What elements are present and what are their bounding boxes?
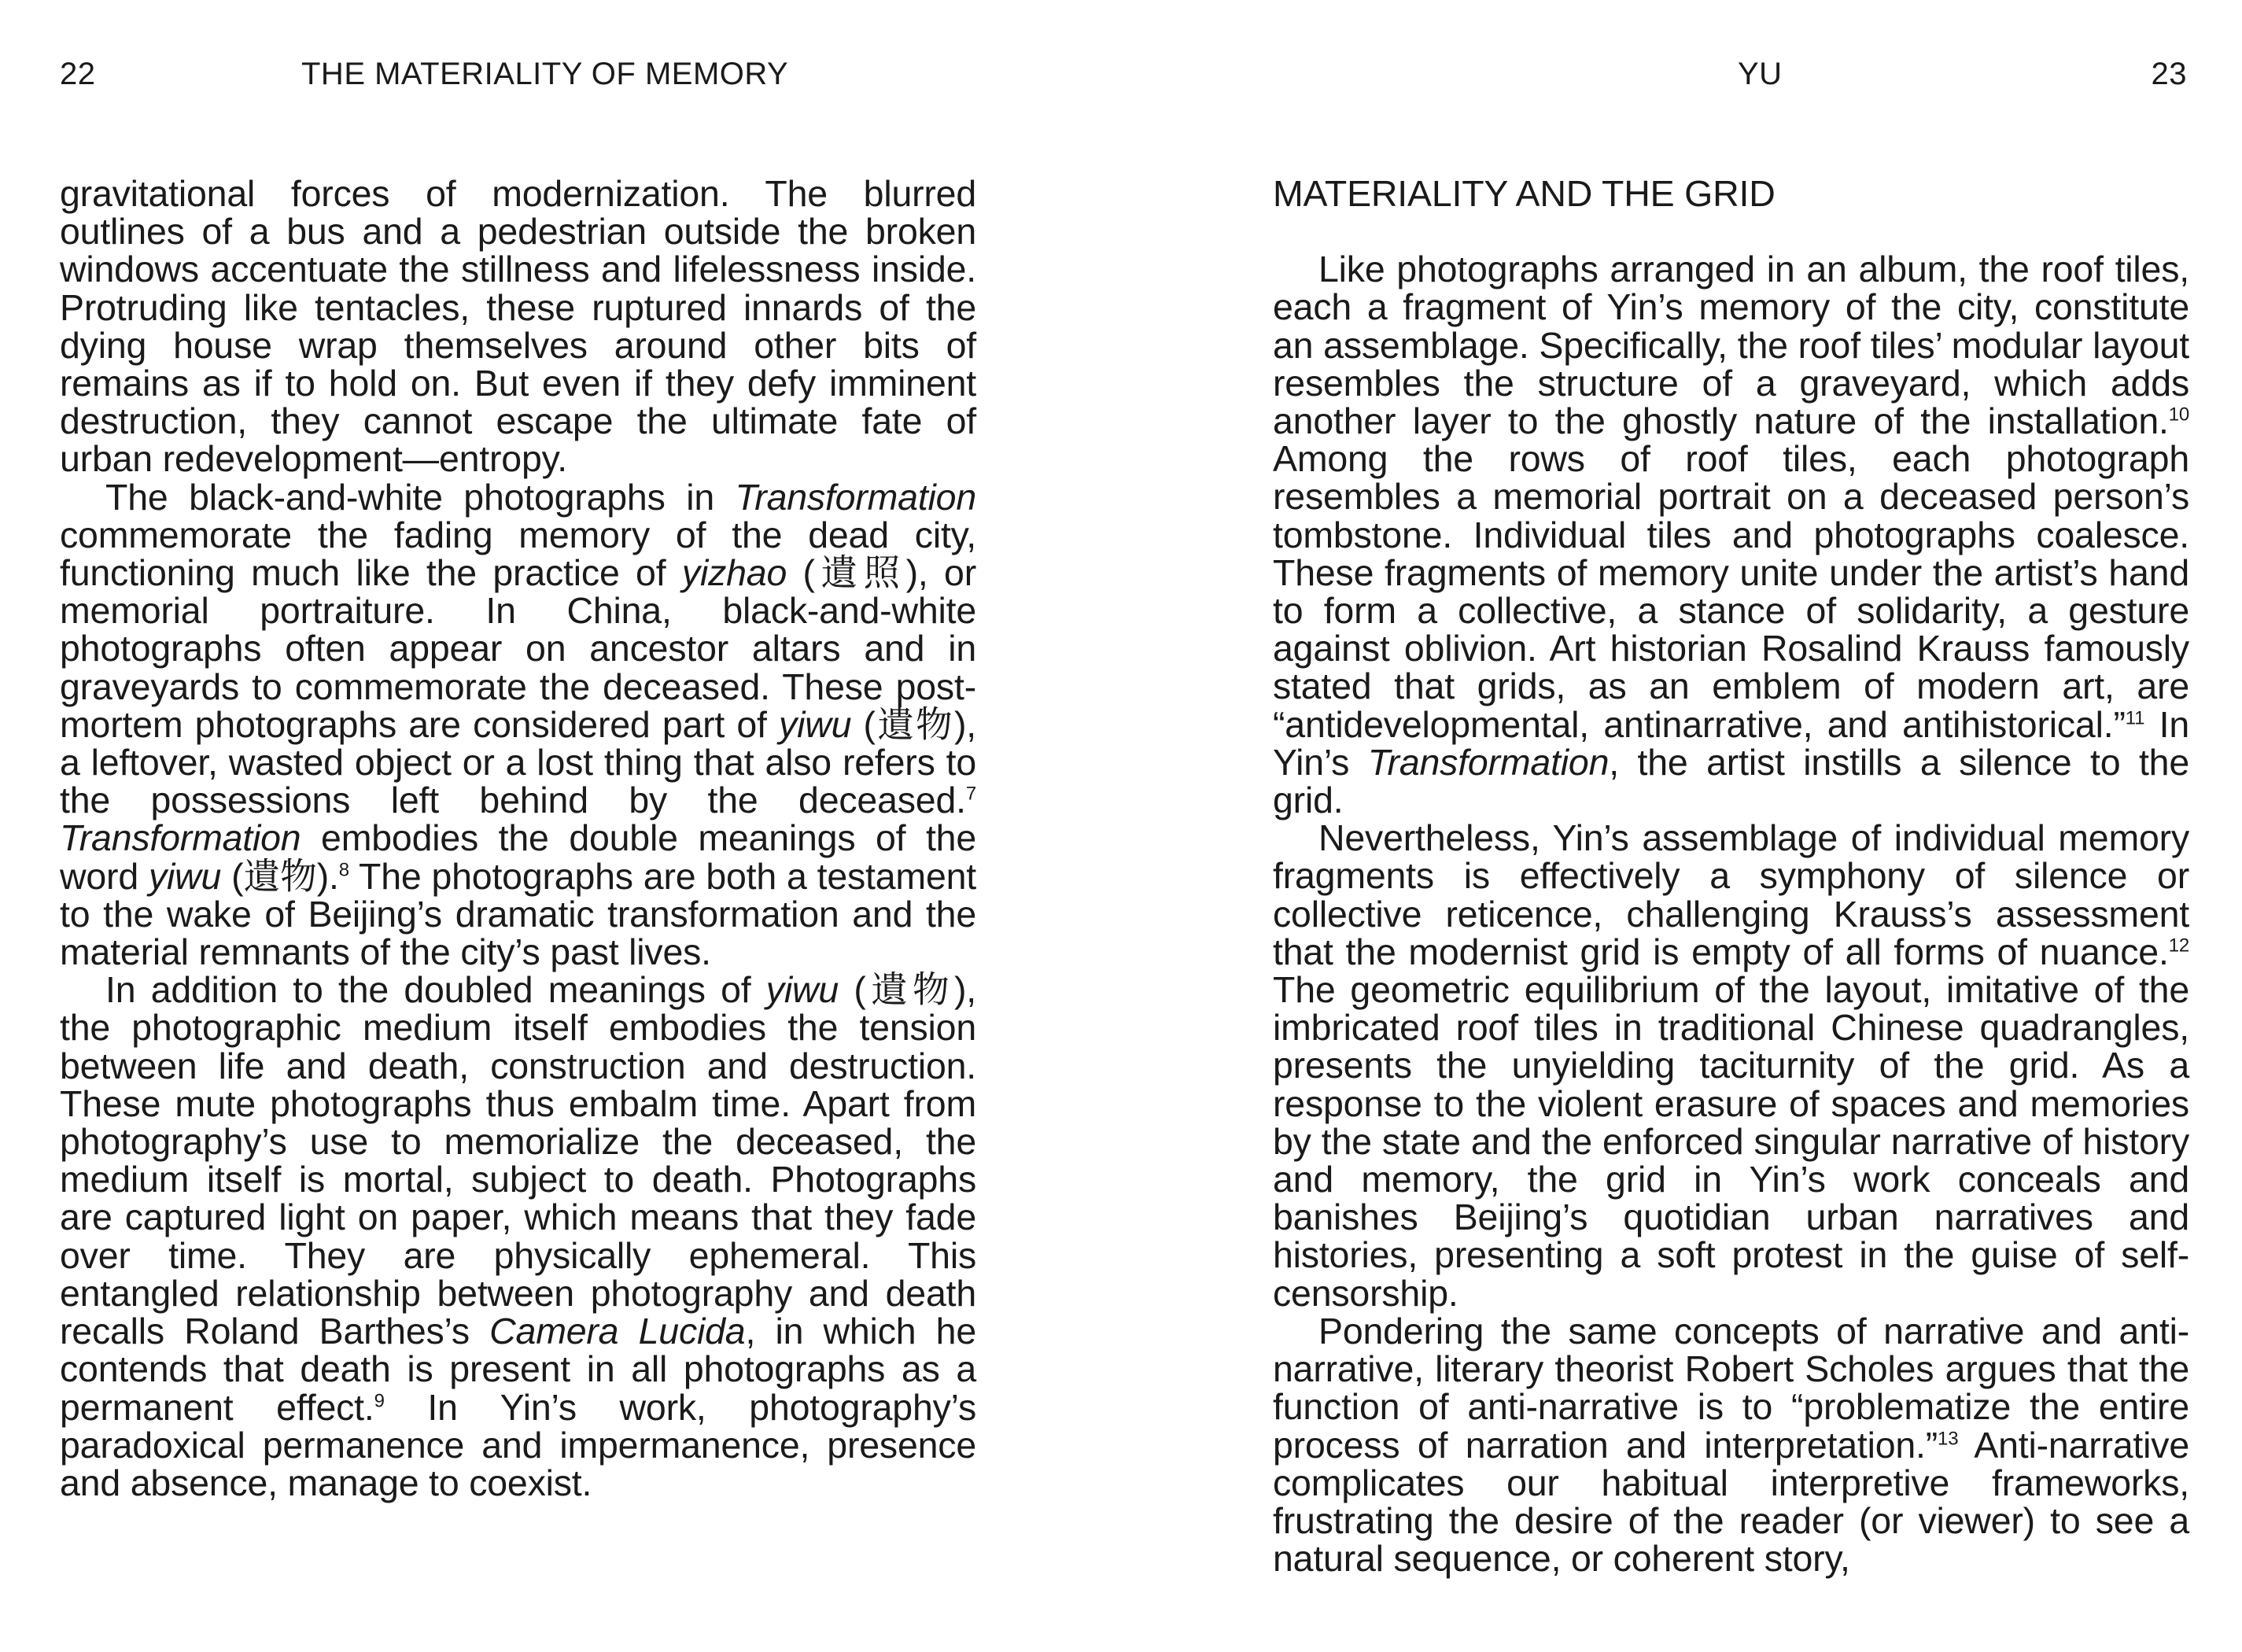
text-segment: commemorate the fading memory of the dead city, functioning much like the practice of xyxy=(60,514,976,594)
text-segment: Among the rows of roof tiles, each photograph resembles a memorial portrait on a deceased person’s tombstone. Individual tiles and photographs coalesce. These fragments of memory unite under the artist’s hand to form a collective, a stance of solidarity, a gesture against oblivion. Art historian Rosalind Krauss famously stated that grids, as an emblem of modern art, are “antidevelopmental, antinarrative, and antihistorical.” xyxy=(1273,438,2189,745)
paragraph xyxy=(1273,819,2189,1312)
paragraph xyxy=(60,478,976,972)
body-text xyxy=(1273,173,2189,1580)
text-segment: In Yin’s work, photography’s paradoxical permanence and impermanence, presence and absence, manage to coexist. xyxy=(60,1386,976,1503)
text-segment: The geometric equilibrium of the layout, imitative of the imbricated roof tiles in traditional Chinese quadrangles, presents the unyielding taciturnity of the grid. As a response to the violent erasure of spaces and memories by the state and the enforced singular narrative of history and memory, the grid in Yin’s work conceals and banishes Beijing’s quotidian urban narratives and histories, presenting a soft protest in the guise of self-censorship. xyxy=(1273,969,2189,1314)
body-text xyxy=(60,175,976,1502)
italic-text: yiwu xyxy=(779,703,852,745)
page-number: 22 xyxy=(60,57,96,91)
text-segment: (遺物), a leftover, wasted object or a lost thing that also refers to the possessions left behind by the deceased. xyxy=(60,703,976,821)
text-segment: (遺物). xyxy=(221,855,339,897)
footnote-reference: 12 xyxy=(2168,935,2189,957)
page-number: 23 xyxy=(2151,57,2187,91)
running-title: YU xyxy=(1738,57,1783,91)
footnote-reference: 11 xyxy=(2125,707,2145,729)
text-segment: Nevertheless, Yin’s assemblage of individual memory fragments is effectively a symphony of silence or collective reticence, challenging Krauss’s assessment that the modernist grid is empty of all forms of nuance. xyxy=(1273,817,2189,972)
section-heading: MATERIALITY AND THE GRID xyxy=(1273,173,1776,214)
text-segment: Like photographs arranged in an album, the roof tiles, each a fragment of Yin’s memory of the city, constitute an assemblage. Specifically, the roof tiles’ modular layout resembles the structure of a graveyard, which adds another layer to the ghostly nature of the installation. xyxy=(1273,249,2189,442)
footnote-reference: 7 xyxy=(965,783,976,805)
text-segment: Pondering the same concepts of narrative and anti-narrative, literary theorist Robert Scholes argues that the function of anti-narrative is to “problematize the entire process of narration and interpretation.” xyxy=(1273,1310,2189,1466)
italic-text: Camera Lucida xyxy=(489,1311,746,1352)
running-title: THE MATERIALITY OF MEMORY xyxy=(301,57,789,91)
footnote-reference: 9 xyxy=(374,1390,385,1411)
text-segment: (遺照), or memorial portraiture. In China, black-and-white photographs often appear on ancestor altars and in graveyards to commemorate the deceased. These post-mortem photographs are considered part of xyxy=(60,552,976,745)
paragraph xyxy=(1273,250,2189,819)
right-page xyxy=(1121,0,2242,1652)
text-segment: gravitational forces of modernization. The blurred outlines of a bus and a pedestrian outside the broken windows accentuate the stillness and lifelessness inside. Protruding like tentacles, these ruptured innards of the dying house wrap themselves around other bits of remains as if to hold on. But even if they defy imminent destruction, they cannot escape the ultimate fate of urban redevelopment—entropy. xyxy=(60,173,976,480)
paragraph xyxy=(1273,1310,2189,1580)
text-segment: embodies the double meanings of the word xyxy=(60,817,976,897)
paragraph xyxy=(60,971,976,1502)
italic-text: Transformation xyxy=(1367,741,1610,783)
italic-text: Transformation xyxy=(60,817,301,859)
text-segment: The black-and-white photographs in xyxy=(105,476,736,518)
text-segment: In Yin’s xyxy=(1273,703,2189,783)
text-segment: , in which he contends that death is present in all photographs as a permanent effect. xyxy=(60,1311,977,1428)
text-segment: Anti-narrative complicates our habitual interpretive frameworks, frustrating the desire of the reader (or viewer) to see a natural sequence, or coherent story, xyxy=(1273,1424,2189,1580)
italic-text: yizhao xyxy=(681,552,787,594)
text-segment: The photographs are both a testament to the wake of Beijing’s dramatic transformation and the material remnants of the city’s past lives. xyxy=(60,855,976,973)
italic-text: yiwu xyxy=(765,969,839,1011)
paragraph xyxy=(60,175,976,478)
italic-text: yiwu xyxy=(148,855,222,897)
footnote-reference: 8 xyxy=(338,859,349,881)
italic-text: Transformation xyxy=(735,476,976,518)
text-segment: In addition to the doubled meanings of xyxy=(105,969,766,1011)
text-segment: (遺物), the photographic medium itself embodies the tension between life and death, construction and destruction. These mute photographs thus embalm time. Apart from photography’s use to memorialize the deceased, the medium itself is mortal, subject to death. Photographs are captured light on paper, which means that they fade over time. They are physically ephemeral. This entangled relationship between photography and death recalls Roland Barthes’s xyxy=(60,969,976,1352)
text-segment: , the artist instills a silence to the grid. xyxy=(1273,741,2189,821)
footnote-reference: 10 xyxy=(2168,404,2189,426)
footnote-reference: 13 xyxy=(1938,1428,1959,1449)
